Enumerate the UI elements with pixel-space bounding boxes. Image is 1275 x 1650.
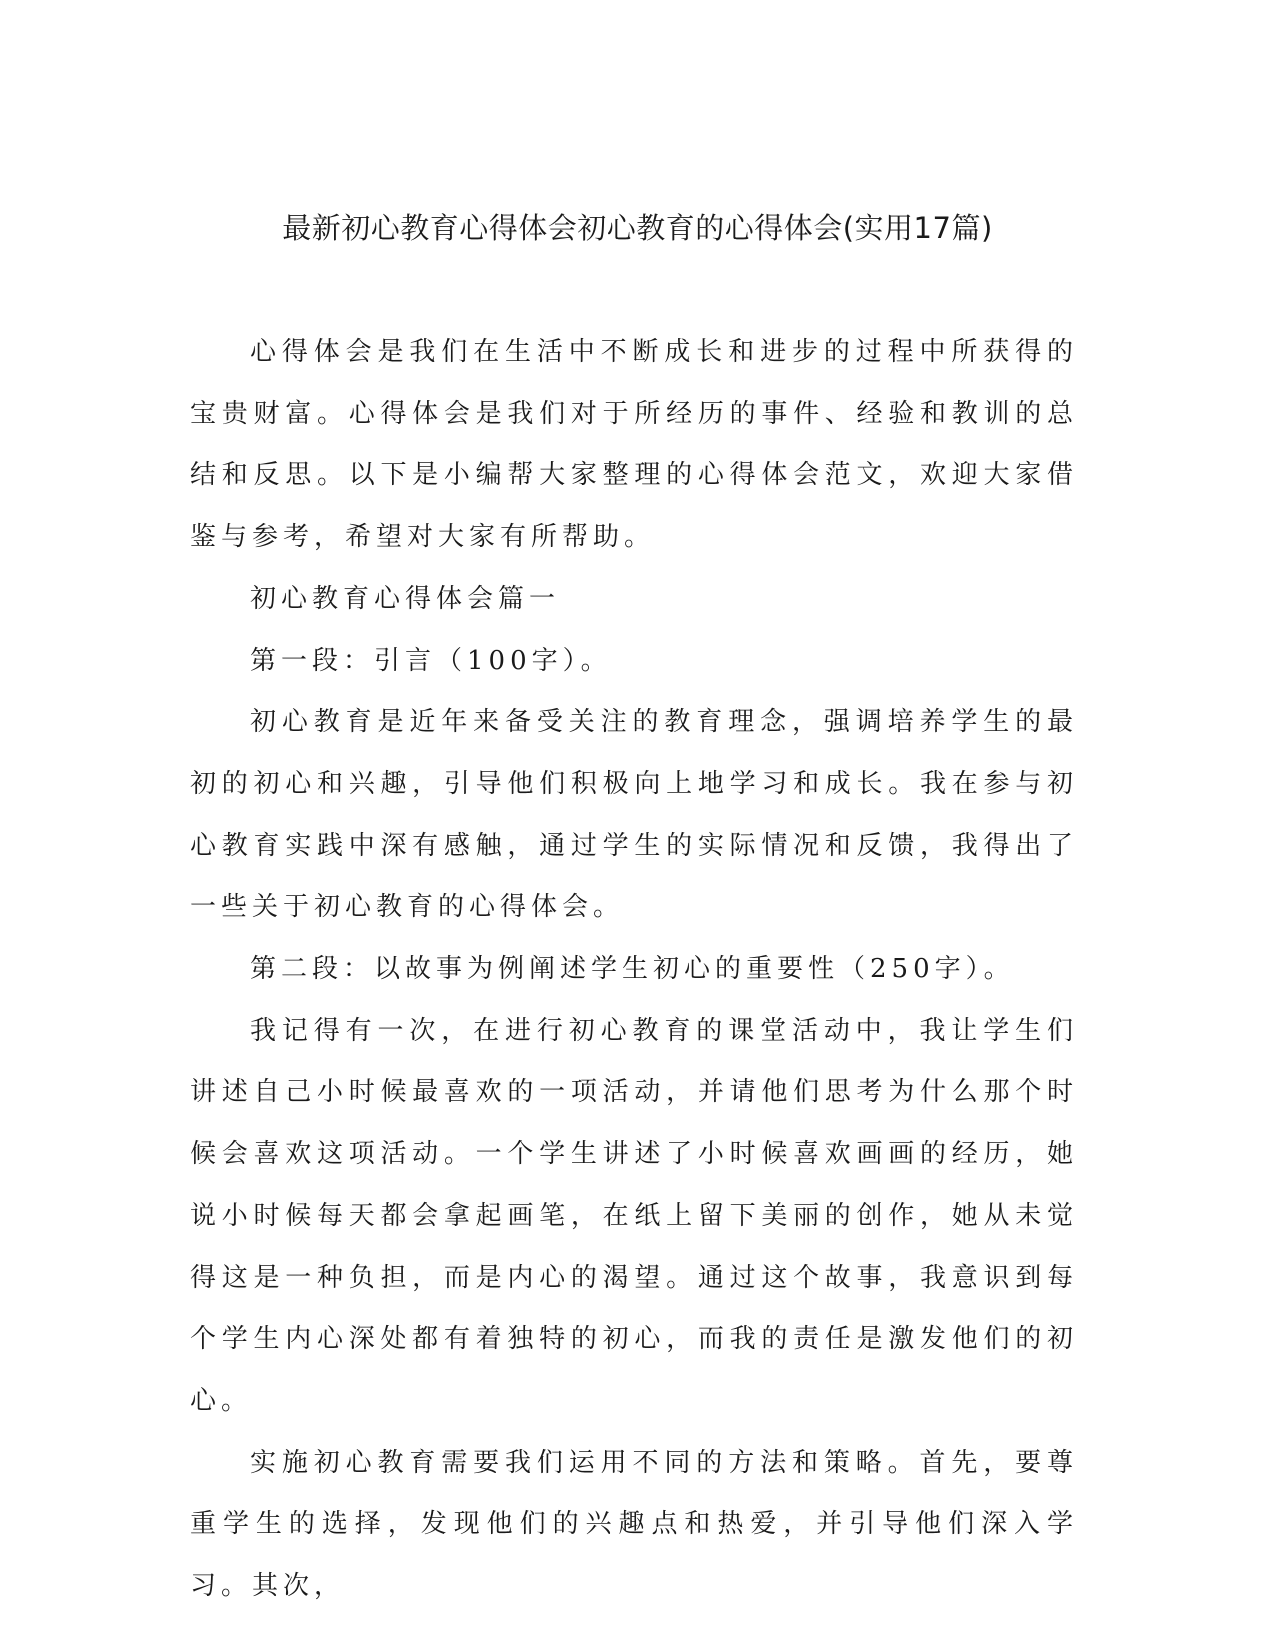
body-paragraph: 我记得有一次，在进行初心教育的课堂活动中，我让学生们讲述自己小时候最喜欢的一项活动，并请他们思考为什么那个时候会喜欢这项活动。一个学生讲述了小时候喜欢画画的经历，她说小时候每天都会拿起画笔，在纸上留下美丽的创作，她从未觉得这是一种负担，而是内心的渴望。通过这个故事，我意识到每个学生内心深处都有着独特的初心，而我的责任是激发他们的初心。 <box>190 1015 1078 1416</box>
document-body <box>190 322 1078 1618</box>
section-heading: 初心教育心得体会篇一 <box>250 583 561 614</box>
intro-paragraph: 心得体会是我们在生活中不断成长和进步的过程中所获得的宝贵财富。心得体会是我们对于所经历的事件、经验和教训的总结和反思。以下是小编帮大家整理的心得体会范文，欢迎大家借鉴与参考，希望对大家有所帮助。 <box>190 337 1078 553</box>
document-title: 最新初心教育心得体会初心教育的心得体会(实用17篇) <box>282 211 993 245</box>
subsection-heading: 第一段：引言（100字）。 <box>250 645 612 676</box>
subsection-heading: 第二段：以故事为例阐述学生初心的重要性（250字）。 <box>250 954 1015 985</box>
body-paragraph: 实施初心教育需要我们运用不同的方法和策略。首先，要尊重学生的选择，发现他们的兴趣点和热爱，并引导他们深入学习。其次， <box>190 1447 1078 1602</box>
body-paragraph: 初心教育是近年来备受关注的教育理念，强调培养学生的最初的初心和兴趣，引导他们积极向上地学习和成长。我在参与初心教育实践中深有感触，通过学生的实际情况和反馈，我得出了一些关于初心教育的心得体会。 <box>190 707 1078 923</box>
